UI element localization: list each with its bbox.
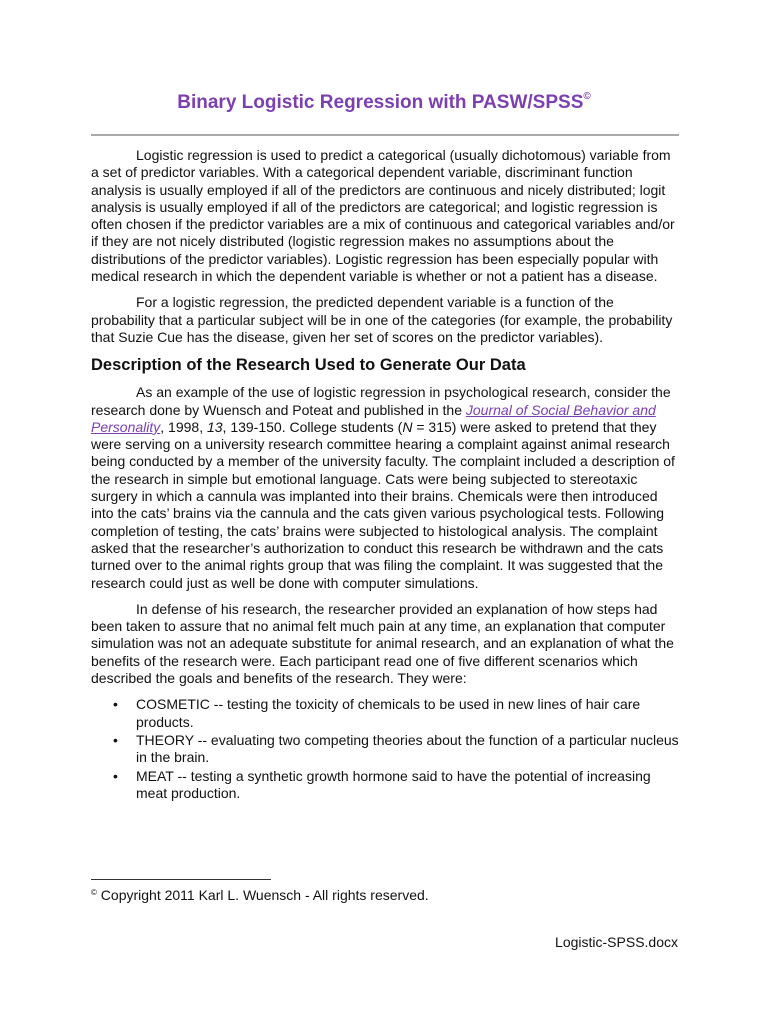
paragraph-defense: In defense of his research, the researcher provided an explanation of how steps had been taken to assure that no animal felt much pain at any time, an explanation that computer simulation was not an adequate substitute for animal research, and an explanation of what the benefits of the research were. Each participant read one of five different scenarios which described the goals and benefits of the research. They were: [91, 600, 674, 687]
list-item [91, 696, 681, 731]
list-item [91, 732, 681, 767]
paragraph-intro: Logistic regression is used to predict a categorical (usually dichotomous) variable from a set of predictor variables. With a categorical dependent variable, discriminant function analysis is usually employed if all of the predictors are continuous and nicely distributed; logit analysis is usually employed if all of the predictors are categorical; and logistic regression is often chosen if the predictor variables are a mix of continuous and categorical variables and/or if they are not nicely distributed (logistic regression makes no assumptions about the distributions of the predictor variables). Logistic regression has been especially popular with medical research in which the dependent variable is whether or not a patient has a disease. [91, 147, 675, 285]
bullet-icon: • [113, 731, 118, 748]
list-item-text: MEAT -- testing a synthetic growth hormone said to have the potential of increasing meat production. [136, 767, 651, 801]
footnote-separator [91, 879, 271, 880]
footnote-mark: © [91, 888, 97, 897]
scenario-list [91, 696, 681, 802]
volume-number: 13 [206, 418, 223, 435]
list-item [91, 768, 681, 803]
journal-link[interactable]: Journal of Social Behavior and Personality [91, 401, 656, 435]
paragraph-predicted-variable: For a logistic regression, the predicted dependent variable is a function of the probability that a particular subject will be in one of the categories (for example, the probability that Suzie Cue has the disease, given her set of scores on the predictor variables). [91, 294, 673, 345]
title-text: Binary Logistic Regression with PASW/SPSS [177, 92, 584, 113]
bullet-icon: • [113, 696, 118, 713]
text-run: , 1998, [160, 418, 207, 435]
footnote [91, 886, 429, 904]
list-item-text: THEORY -- evaluating two competing theories about the function of a particular nucleus in the brain. [136, 731, 679, 766]
footnote-text: Copyright 2011 Karl L. Wuensch - All rights reserved. [96, 887, 429, 903]
section-heading: Description of the Research Used to Generate Our Data [91, 356, 526, 375]
text-run: As an example of the use of logistic regression in psychological research, consider the research done by Wuensch and Poteat and published in the [91, 384, 671, 418]
document-title [0, 91, 768, 115]
title-divider [91, 134, 679, 136]
bullet-icon: • [113, 767, 118, 784]
paragraph-research-example [91, 384, 681, 592]
copyright-footnote-ref[interactable]: © [583, 91, 591, 102]
n-symbol: N [402, 418, 413, 435]
document-body [91, 147, 681, 803]
text-run: , 139-150. College students ( [222, 418, 403, 435]
page-footer: Logistic-SPSS.docx [555, 934, 678, 950]
list-item-text: COSMETIC -- testing the toxicity of chemicals to be used in new lines of hair care products. [136, 696, 641, 730]
text-run: = 315) were asked to pretend that they were serving on a university research committee hearing a complaint against animal research being conducted by a member of the university faculty. The complaint included a description of the research in simple but emotional language. Cats were being subjected to stereotaxic surgery in which a cannula was implanted into their brains. Chemicals were then introduced into the cats’ brains via the cannula and the cats given various psychological tests. Following completion of testing, the cats’ brains were subjected to histological analysis. The complaint asked that the researcher’s authorization to conduct this research be withdrawn and the cats turned over to the animal rights group that was filing the complaint. It was suggested that the research could just as well be done with computer simulations. [91, 418, 675, 591]
